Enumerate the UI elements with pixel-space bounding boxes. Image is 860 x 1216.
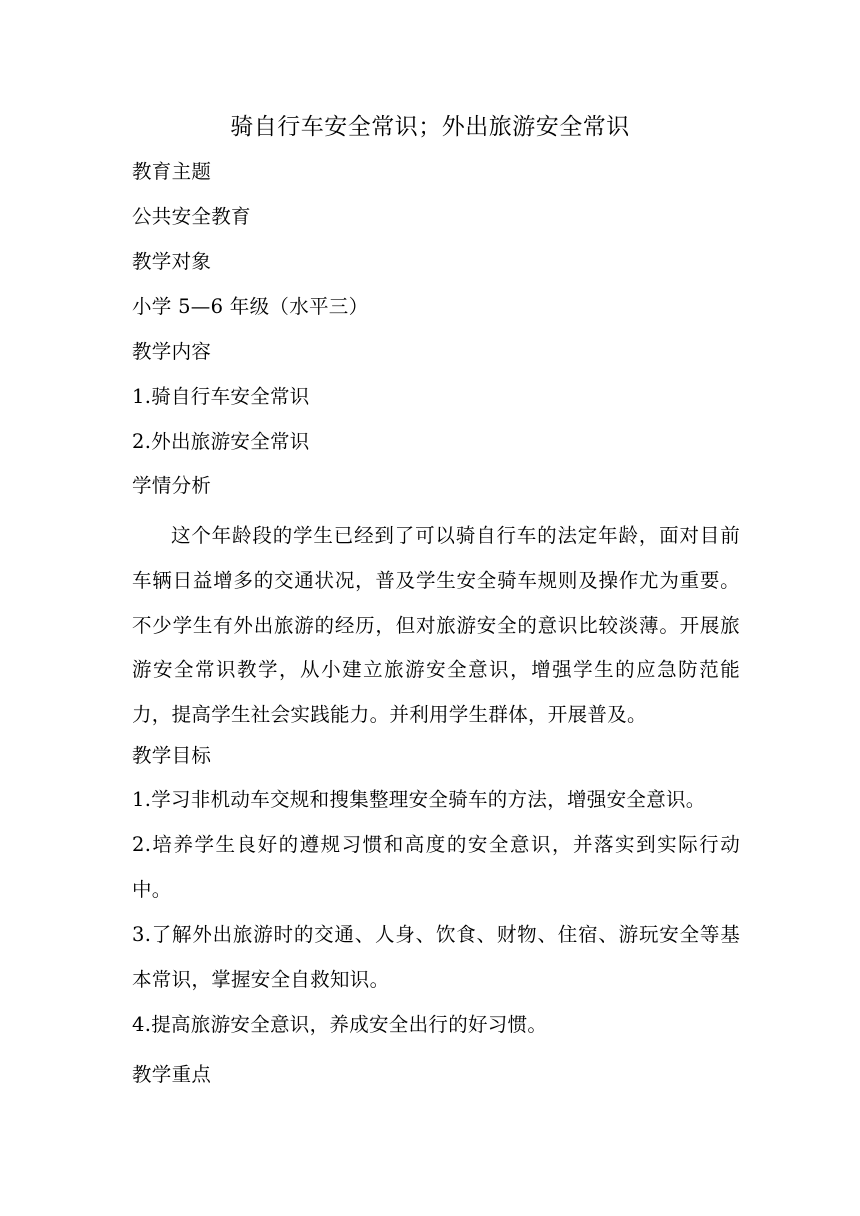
goal-item: 4.提高旅游安全意识，养成安全出行的好习惯。 [132,1013,548,1036]
content-heading: 教学内容 [132,340,212,363]
theme-value: 公共安全教育 [132,205,251,228]
analysis-paragraph: 这个年龄段的学生已经到了可以骑自行车的法定年龄，面对目前车辆日益增多的交通状况，普及学生安全骑车规则及操作尤为重要。不少学生有外出旅游的经历，但对旅游安全的意识比较淡薄。开展旅游安全常识教学，从小建立旅游安全意识，增强学生的应急防范能力，提高学生社会实践能力。并利用学生群体，开展普及。 [132,524,740,727]
audience-value: 小学 5—6 年级（水平三） [132,295,369,318]
content-item: 2.外出旅游安全常识 [132,430,310,453]
goal-item: 1.学习非机动车交规和搜集整理安全骑车的方法，增强安全意识。 [132,788,706,811]
goal-item: 3.了解外出旅游时的交通、人身、饮食、财物、住宿、游玩安全等基本常识，掌握安全自救知识。 [132,923,740,991]
document-title: 骑自行车安全常识；外出旅游安全常识 [230,114,630,140]
key-points-heading: 教学重点 [132,1063,212,1086]
audience-heading: 教学对象 [132,250,212,273]
goals-heading: 教学目标 [132,744,212,767]
analysis-heading: 学情分析 [132,474,212,497]
goal-item: 2.培养学生良好的遵规习惯和高度的安全意识，并落实到实际行动中。 [132,833,740,901]
theme-heading: 教育主题 [132,160,212,183]
content-item: 1.骑自行车安全常识 [132,385,310,408]
